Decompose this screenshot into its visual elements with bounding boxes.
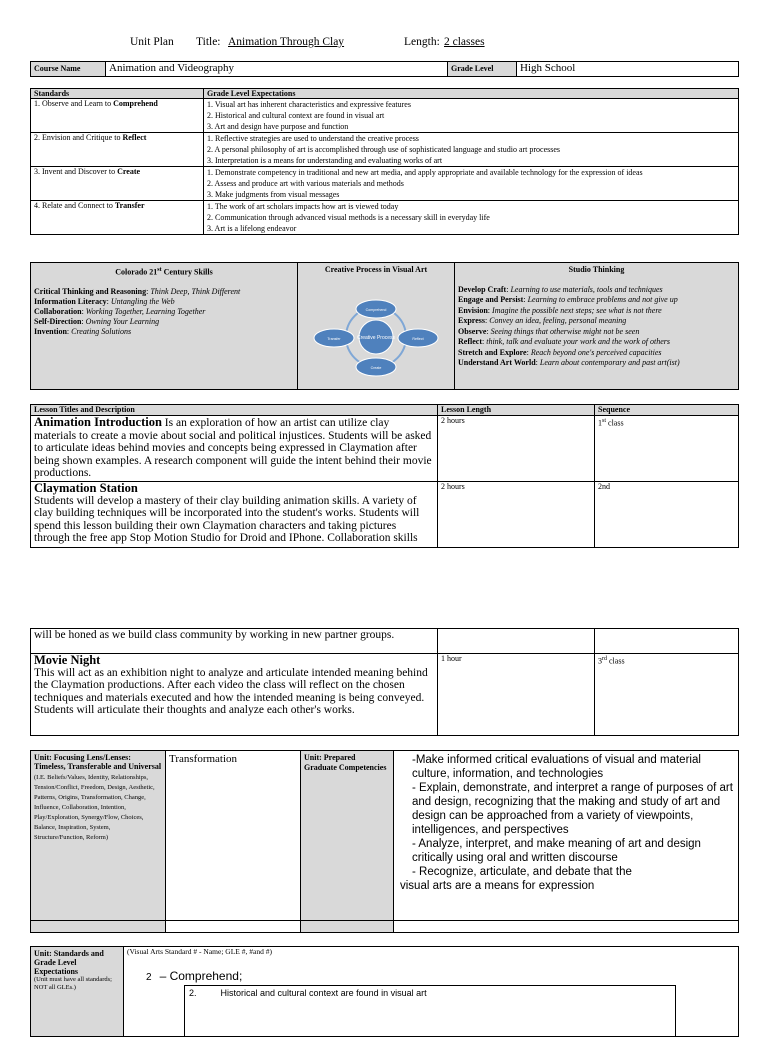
expectation: 1. Demonstrate competency in traditional and new art media, and apply appropriate and available technology for the expression of ideas: [207, 168, 643, 177]
competencies-label: Unit: Prepared Graduate Competencies: [301, 751, 394, 921]
gle-text: Historical and cultural context are found in visual art: [220, 988, 427, 998]
standard-prefix: 1. Observe and Learn to: [34, 99, 114, 108]
skill-name: Invention: [34, 326, 67, 336]
header-sup: st: [157, 267, 162, 273]
empty-cell: [595, 629, 739, 654]
competency: - Analyze, interpret, and make meaning of art and design critically using oral and written discourse: [412, 838, 701, 864]
lesson-desc: Is an exploration of how an artist can utilize clay materials to create a movie about social and political injustices. Students will be asked to articulate ideas behind movies and concepts being expressed in Claymation after being shown examples. A research component will guide the intent behind their movie productions.: [34, 417, 432, 479]
unit-standards-hint: (Visual Arts Standard # - Name; GLE #, #and #): [127, 947, 272, 956]
seq-text: class: [606, 418, 624, 428]
sequence-header: Sequence: [595, 405, 739, 416]
expectation: 1. Visual art has inherent characteristics and expressive features: [207, 100, 411, 109]
expectation: 3. Interpretation is a means for understanding and evaluating works of art: [207, 156, 443, 165]
lesson-sequence: 2nd: [595, 482, 739, 548]
standards-header: Standards: [31, 89, 204, 99]
studio-name: Reflect: [458, 337, 482, 346]
studio-item: Express: Convey an idea, feeling, personal meaning: [458, 316, 627, 325]
expectation: 2. Communication through advanced visual methods is a necessary skill in everyday life: [207, 213, 490, 222]
grade-level-value: High School: [517, 62, 739, 77]
lesson-title: Animation Introduction: [34, 415, 162, 429]
standard-row: [31, 201, 204, 235]
unit-standards-content: [124, 947, 739, 1037]
seq-sup: st: [602, 418, 607, 424]
studio-desc: Seeing things that otherwise might not be seen: [490, 326, 640, 336]
studio-item: Reflect: think, talk and evaluate your work and the work of others: [458, 337, 670, 346]
unit-plan-header: [0, 36, 768, 50]
studio-item: Engage and Persist: Learning to embrace problems and not give up: [458, 295, 678, 304]
focus-lens-label: Unit: Focusing Lens/Lenses: Timeless, Transferable and Universal: [34, 753, 162, 771]
studio-item: Stretch and Explore: Reach beyond one's perceived capacities: [458, 347, 662, 357]
empty-cell: [394, 921, 739, 933]
lesson-desc: This will act as an exhibition night to analyze and articulate intended meaning behind the Claymation productions. After each video the class will reflect on the chosen techniques and materials executed and how the intended meaning is being conveyed. Students will articulate their thoughts and analyze each other's works.: [34, 666, 428, 716]
course-name-value: Animation and Videography: [106, 62, 448, 77]
skill-item: Invention: Creating Solutions: [34, 326, 132, 336]
studio-name: Develop Craft: [458, 284, 507, 294]
lesson-row: [31, 482, 438, 548]
studio-desc: Imagine the possible next steps; see what is not there: [492, 305, 662, 315]
empty-cell: [31, 921, 166, 933]
standard-keyword: Comprehend: [113, 99, 158, 108]
unit-standards-label: Unit: Standards and Grade Level Expectations: [34, 949, 104, 976]
lesson-length: 2 hours: [438, 416, 595, 482]
lesson-title: Claymation Station: [34, 481, 138, 495]
unit-standards-line2: [185, 986, 675, 998]
expectation: 3. Art and design have purpose and function: [207, 122, 349, 131]
lesson-title: Movie Night: [34, 653, 101, 667]
lesson-sequence: [595, 654, 739, 736]
length-value: 2 classes: [444, 36, 485, 48]
creative-process-diagram: [301, 275, 451, 385]
lesson-row: [31, 654, 438, 736]
unit-standards-line1: [146, 969, 242, 983]
skill-name: Critical Thinking and Reasoning: [34, 286, 147, 296]
studio-desc: Learning to use materials, tools and techniques: [510, 284, 663, 294]
skill-desc: Untangling the Web: [110, 296, 175, 306]
seq-text: class: [607, 656, 625, 666]
node-comprehend-label: Comprehend: [365, 308, 387, 312]
lesson-row: [31, 416, 438, 482]
course-table: [30, 61, 739, 77]
standard-number: 2: [146, 972, 152, 983]
competency: visual arts are a means for expression: [400, 880, 595, 892]
competency: - Recognize, articulate, and debate that the: [412, 866, 632, 878]
gle-number: 2.: [189, 988, 197, 998]
studio-name: Understand Art World: [458, 358, 536, 367]
century-skills-header: [34, 265, 294, 278]
standard-row: [31, 133, 204, 167]
grade-level-label: Grade Level: [448, 62, 517, 77]
standard-keyword: Reflect: [122, 133, 147, 142]
empty-cell: [438, 629, 595, 654]
node-reflect-label: Reflect: [412, 337, 424, 341]
studio-desc: think, talk and evaluate your work and the work of others: [486, 337, 670, 346]
focus-lens-examples: (I.E. Beliefs/Values, Identity, Relationships, Tension/Conflict, Freedom, Design, Aesthetic, Patterns, Origins, Transformation, Change, Influence, Collaboration, Intention, Play/Exploration, Synergy/Flow, Choices, Balance, Inspiration, System, Structure/Function, Reform): [34, 774, 155, 841]
expectation: 1. Reflective strategies are used to understand the creative process: [207, 134, 419, 143]
studio-thinking-cell: [455, 263, 739, 390]
expectation: 3. Make judgments from visual messages: [207, 190, 340, 199]
skill-item: Collaboration: Working Together, Learning Together: [34, 306, 206, 316]
studio-item: Understand Art World: Learn about contemporary and past art(ist): [458, 358, 680, 367]
standard-name: – Comprehend;: [159, 969, 243, 983]
studio-name: Envision: [458, 305, 488, 315]
lesson-length-header: Lesson Length: [438, 405, 595, 416]
studio-desc: Convey an idea, feeling, personal meaning: [489, 316, 627, 325]
unit-standards-box: [184, 985, 676, 1036]
expectation: 2. Assess and produce art with various materials and methods: [207, 179, 404, 188]
lesson-length: 2 hours: [438, 482, 595, 548]
unit-standards-table: [30, 946, 739, 1037]
expectations-header: Grade Level Expectations: [204, 89, 739, 99]
creative-process-cell: [298, 263, 455, 390]
empty-cell: [301, 921, 394, 933]
seq-num: 3: [598, 656, 602, 666]
skill-desc: Owning Your Learning: [85, 316, 160, 326]
standard-row: [31, 99, 204, 133]
studio-desc: Learning to embrace problems and not give up: [527, 295, 678, 304]
standard-row: [31, 167, 204, 201]
standards-table: [30, 88, 739, 235]
standard-expectations: [204, 99, 739, 133]
unit-standards-note: (Unit must have all standards; NOT all GLEs.): [34, 976, 112, 991]
studio-item: Develop Craft: Learning to use materials, tools and techniques: [458, 284, 663, 294]
header-text: Century Skills: [161, 267, 213, 277]
studio-item: Envision: Imagine the possible next steps; see what is not there: [458, 305, 662, 315]
skill-name: Self-Direction: [34, 316, 82, 326]
expectation: 3. Art is a lifelong endeavor: [207, 224, 297, 233]
lessons-table: [30, 404, 739, 548]
competency: -Make informed critical evaluations of visual and material culture, information, and technologies: [412, 754, 701, 780]
lesson-title-header: Lesson Titles and Description: [31, 405, 438, 416]
studio-item: Observe: Seeing things that otherwise might not be seen: [458, 326, 640, 336]
skill-desc: Think Deep, Think Different: [150, 286, 241, 296]
title-value: Animation Through Clay: [228, 36, 345, 48]
century-skills-cell: [31, 263, 298, 390]
standard-prefix: 3. Invent and Discover to: [34, 167, 118, 176]
node-create-label: Create: [370, 366, 382, 370]
studio-name: Stretch and Explore: [458, 347, 527, 357]
seq-num: 1: [598, 418, 602, 428]
studio-name: Express: [458, 316, 485, 325]
skills-table: [30, 262, 739, 390]
skill-item: Information Literacy: Untangling the Web: [34, 296, 175, 306]
lesson-desc: Students will develop a mastery of their clay building animation skills. A variety of clay building techniques will be incorporated into the student's works. Students will spend this lesson building their own Claymation characters and taking pictures through the free app Stop Motion Studio for Droid and IPhone. Collaboration skills: [34, 494, 420, 544]
expectation: 2. Historical and cultural context are found in visual art: [207, 111, 385, 120]
length-label: Length:: [404, 36, 440, 48]
standard-expectations: [204, 201, 739, 235]
focus-lens-label-cell: [31, 751, 166, 921]
standard-expectations: [204, 133, 739, 167]
standard-keyword: Create: [117, 167, 141, 176]
lesson-length: 1 hour: [438, 654, 595, 736]
expectation: 2. A personal philosophy of art is accomplished through use of sophisticated language and studio art processes: [207, 145, 561, 154]
course-name-label: Course Name: [31, 62, 106, 77]
lesson-sequence: [595, 416, 739, 482]
standard-prefix: 4. Relate and Connect to: [34, 201, 115, 210]
title-label: Title:: [196, 36, 221, 48]
expectation: 1. The work of art scholars impacts how art is viewed today: [207, 202, 399, 211]
standard-prefix: 2. Envision and Critique to: [34, 133, 123, 142]
skill-name: Information Literacy: [34, 296, 107, 306]
seq-sup: rd: [602, 656, 607, 662]
studio-thinking-header: Studio Thinking: [568, 265, 625, 274]
empty-cell: [166, 921, 301, 933]
focus-table: [30, 750, 739, 933]
skill-desc: Creating Solutions: [71, 326, 132, 336]
standard-expectations: [204, 167, 739, 201]
skill-item: Self-Direction: Owning Your Learning: [34, 316, 160, 326]
center-label: Creative Process: [356, 335, 396, 341]
studio-desc: Learn about contemporary and past art(ist): [539, 358, 680, 367]
skill-item: Critical Thinking and Reasoning: Think Deep, Think Different: [34, 286, 241, 296]
competency: - Explain, demonstrate, and interpret a range of purposes of art and design, recognizing that the making and study of art and design can be approached from a variety of viewpoints, intelligences, and perspectives: [412, 782, 733, 836]
standard-keyword: Transfer: [114, 201, 145, 210]
skill-name: Collaboration: [34, 306, 82, 316]
lessons-table-continued: [30, 628, 739, 736]
node-transfer-label: Transfer: [327, 337, 341, 341]
unit-plan-label: Unit Plan: [130, 36, 174, 48]
skill-desc: Working Together, Learning Together: [85, 306, 206, 316]
lesson-continued: will be honed as we build class community by working in new partner groups.: [31, 629, 438, 654]
unit-standards-label-cell: [31, 947, 124, 1037]
focus-lens-value: Transformation: [166, 751, 301, 921]
creative-process-header: Creative Process in Visual Art: [324, 265, 428, 274]
header-text: Colorado 21: [115, 267, 158, 277]
studio-name: Observe: [458, 326, 487, 336]
studio-desc: Reach beyond one's perceived capacities: [530, 347, 662, 357]
studio-name: Engage and Persist: [458, 295, 524, 304]
competencies-cell: [394, 751, 739, 921]
